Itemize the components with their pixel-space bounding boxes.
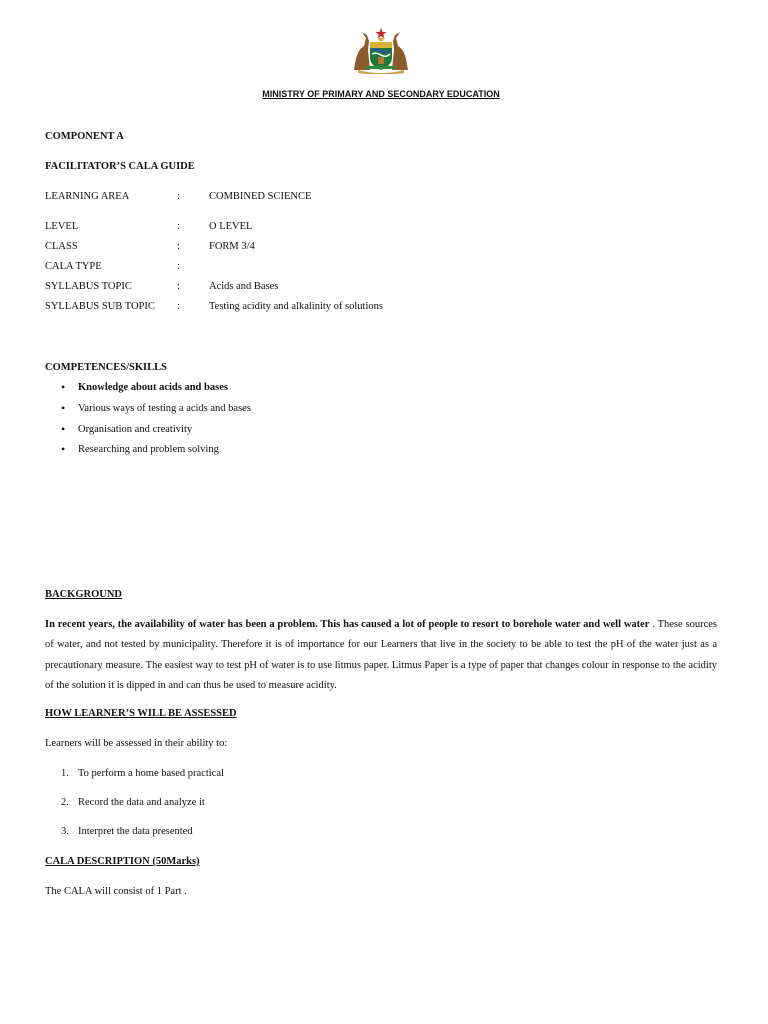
background-text: . These sources of water, and not tested by municipality. Therefore it is of importance for our Learners that live in the society to be able to test the pH of the water just as a precautionary measure. The easiest way to test pH of water is to use litmus paper. Litmus Paper is a type of paper that changes colour in response to the acidity of the solution it is dipped in and can thus be used to measure acidity. [45,619,717,691]
detail-separator: : [177,261,180,272]
background-heading: BACKGROUND [45,589,123,600]
background-paragraph [45,615,717,696]
detail-value: FORM 3/4 [209,241,255,252]
component-heading: COMPONENT A [45,131,124,142]
detail-value: O LEVEL [209,221,253,232]
cala-description-heading: CALA DESCRIPTION (50Marks) [45,856,200,867]
detail-separator: : [177,281,180,292]
assessment-heading: HOW LEARNER’S WILL BE ASSESSED [45,708,237,719]
list-item: To perform a home based practical [78,768,224,779]
list-item: Researching and problem solving [78,444,219,455]
cala-description-text: The CALA will consist of 1 Part . [45,886,187,897]
background-bold-text: In recent years, the availability of water has been a problem. This has caused a lot of people to resort to borehole water and well water [45,619,650,630]
list-number: 3. [61,826,69,837]
ministry-title: MINISTRY OF PRIMARY AND SECONDARY EDUCATION [262,89,500,99]
bullet-icon: • [61,442,66,456]
list-number: 2. [61,797,69,808]
detail-value: COMBINED SCIENCE [209,191,312,202]
list-item: Knowledge about acids and bases [78,382,228,393]
detail-label: CLASS [45,241,78,252]
detail-label: SYLLABUS TOPIC [45,281,132,292]
coat-of-arms-icon [348,26,414,74]
bullet-icon: • [61,401,66,415]
detail-label: CALA TYPE [45,261,102,272]
list-item: Record the data and analyze it [78,797,205,808]
bullet-icon: • [61,422,66,436]
list-number: 1. [61,768,69,779]
list-item: Interpret the data presented [78,826,193,837]
detail-label: SYLLABUS SUB TOPIC [45,301,155,312]
list-item: Organisation and creativity [78,424,193,435]
detail-label: LEVEL [45,221,79,232]
detail-separator: : [177,241,180,252]
detail-value: Testing acidity and alkalinity of solutions [209,301,383,312]
guide-title: FACILITATOR’S CALA GUIDE [45,161,195,172]
assessment-intro: Learners will be assessed in their ability to: [45,738,228,749]
detail-separator: : [177,221,180,232]
list-item: Various ways of testing a acids and bases [78,403,251,414]
detail-value: Acids and Bases [209,281,279,292]
competences-heading: COMPETENCES/SKILLS [45,362,167,373]
detail-separator: : [177,191,180,202]
bullet-icon: • [61,380,66,394]
detail-label: LEARNING AREA [45,191,130,202]
detail-separator: : [177,301,180,312]
